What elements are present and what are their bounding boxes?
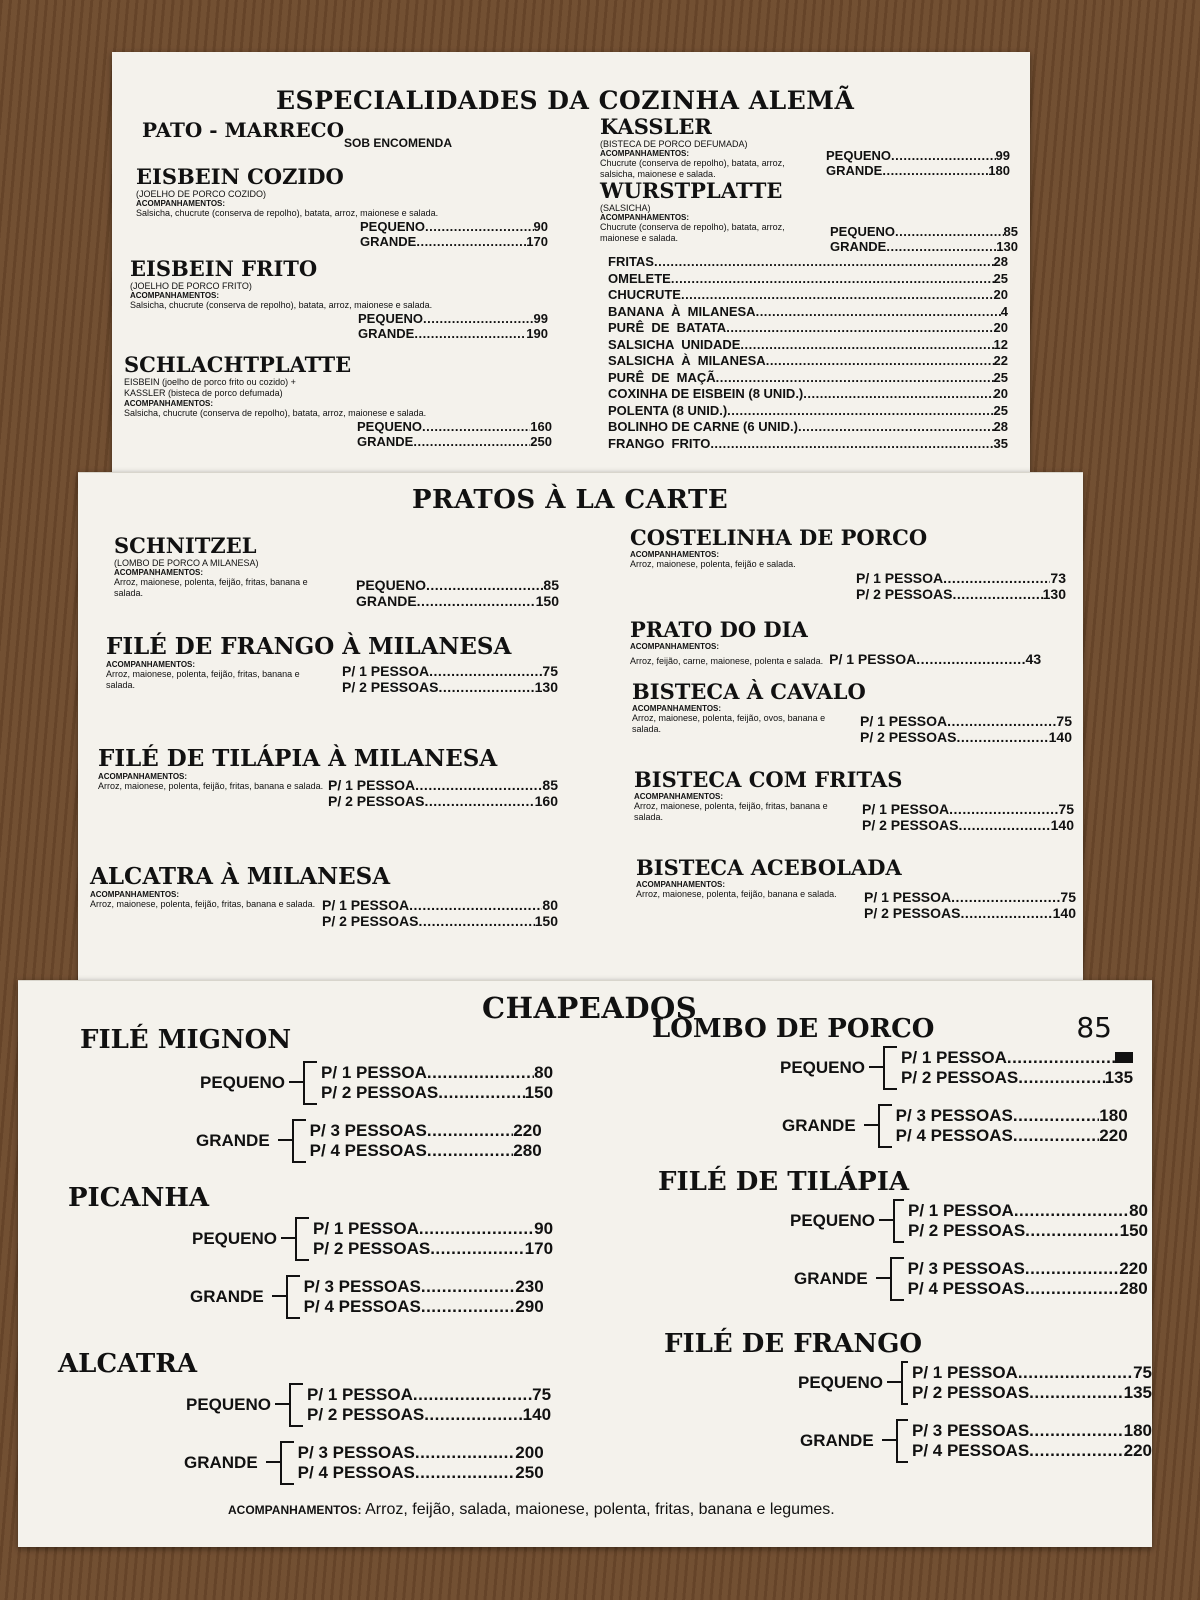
price-row: P/ 1 PESSOA ..... 85	[328, 777, 558, 793]
side-item-label: POLENTA (8 UNID.)	[608, 402, 728, 418]
price-row: P/ 1 PESSOA ..... 75	[860, 713, 1072, 729]
sides-list	[608, 254, 1008, 452]
price-row: GRANDE ..... 130	[830, 239, 1018, 254]
price-row: GRANDE ..... 190	[358, 326, 548, 341]
price-row: P/ 3 PESSOAS ..... 180	[896, 1106, 1128, 1126]
price-row: PEQUENO ..... 99	[826, 148, 1010, 163]
price-row: GRANDE ..... 150	[356, 593, 559, 609]
price-row: P/ 1 PESSOA ..... 75	[862, 801, 1074, 817]
accompaniments-label: ACOMPANHAMENTOS:	[634, 792, 724, 801]
side-item-price: 20	[993, 287, 1008, 302]
accompaniments-text: Chucrute (conserva de repolho), batata, arroz, salsicha, maionese e salada.	[600, 158, 785, 179]
side-item-label: PURÊ DE BATATA	[608, 320, 727, 335]
dish-name: FILÉ DE TILÁPIA	[658, 1167, 910, 1197]
footer-label: ACOMPANHAMENTOS:	[228, 1503, 362, 1517]
accompaniments-text: Arroz, maionese, polenta, feijão, fritas, banana e salada.	[634, 801, 828, 822]
dish-subtitle: (BISTECA DE PORCO DEFUMADA)	[600, 139, 748, 149]
crossed-out-price	[1115, 1052, 1133, 1063]
side-item-price: 35	[993, 435, 1008, 451]
accompaniments-label: ACOMPANHAMENTOS:	[600, 213, 690, 222]
price-row: P/ 1 PESSOA ..... 75	[864, 889, 1076, 905]
accompaniments-label: ACOMPANHAMENTOS:	[130, 291, 220, 300]
side-item-label: CHUCRUTE	[608, 287, 681, 302]
dish-schlachtplatte	[124, 352, 556, 449]
accompaniments-label: ACOMPANHAMENTOS:	[90, 890, 180, 899]
accompaniments-text: Arroz, maionese, polenta, feijão, banana e salada.	[636, 889, 837, 899]
price-row: P/ 4 PESSOAS ..... 280	[310, 1141, 542, 1161]
side-item-row	[608, 419, 1008, 436]
price-row: P/ 2 PESSOAS ..... 140	[862, 817, 1074, 833]
handwritten-price: 85	[1076, 1011, 1112, 1044]
price-row: P/ 1 PESSOA ..... 75	[342, 663, 558, 679]
price-row: P/ 2 PESSOAS ..... 160	[328, 793, 558, 809]
dish-name: FILÉ DE TILÁPIA À MILANESA	[98, 745, 498, 772]
size-group-large: GRANDE P/ 3 PESSOAS ..... 180 P/ 4 PESSOAS ..... 220	[782, 1104, 1142, 1148]
section-title-german: ESPECIALIDADES DA COZINHA ALEMÃ	[276, 86, 855, 115]
dish-costelinha	[630, 525, 1070, 602]
side-item-price: 25	[993, 402, 1008, 418]
dish-name: PICANHA	[68, 1183, 210, 1213]
side-item-price: 20	[993, 320, 1008, 335]
price-row: PEQUENO ..... 160	[357, 419, 552, 434]
side-item-price: 25	[993, 270, 1008, 286]
accompaniments-text: Arroz, maionese, polenta, feijão, ovos, banana e salada.	[632, 713, 826, 734]
price-row: P/ 1 PESSOA ..... 75	[307, 1385, 551, 1405]
side-item-price: 20	[993, 386, 1008, 401]
dish-line-2: KASSLER (bisteca de porco defumada)	[124, 388, 283, 398]
accompaniments-label: ACOMPANHAMENTOS:	[630, 550, 720, 559]
side-item-price: 4	[1000, 303, 1008, 319]
dish-subtitle: (LOMBO DE PORCO A MILANESA)	[114, 558, 259, 568]
price-row: P/ 2 PESSOAS ..... 135	[901, 1068, 1133, 1088]
size-group-small: PEQUENO P/ 1 PESSOA ..... 80 P/ 2 PESSOAS ..... 150	[200, 1061, 580, 1105]
price-row: P/ 3 PESSOAS ..... 180	[912, 1421, 1152, 1441]
price-row: P/ 1 PESSOA ..... 75	[912, 1363, 1152, 1383]
dish-subtitle: (SALSICHA)	[600, 203, 651, 213]
dish-name: KASSLER	[600, 114, 712, 139]
side-item-row	[608, 337, 1008, 354]
dish-file-tilapia	[658, 1167, 1148, 1301]
dish-name: ALCATRA À MILANESA	[90, 863, 391, 890]
price-row: P/ 3 PESSOAS ..... 220	[310, 1121, 542, 1141]
dish-wurstplatte	[600, 178, 1018, 254]
dish-bisteca-fritas	[634, 767, 1074, 833]
size-group-large: GRANDE P/ 3 PESSOAS ..... 220 P/ 4 PESSOAS ..... 280	[196, 1119, 580, 1163]
price-row: P/ 1 PESSOA ..... 73	[856, 570, 1066, 586]
side-item-label: COXINHA DE EISBEIN (8 UNID.)	[608, 386, 804, 401]
side-item-row	[608, 271, 1008, 288]
side-item-row	[608, 353, 1008, 370]
accompaniments-text: Chucrute (conserva de repolho), batata, arroz, maionese e salada.	[600, 222, 785, 243]
price-row: P/ 2 PESSOAS ..... 170	[313, 1239, 553, 1259]
price-row: P/ 4 PESSOAS ..... 250	[298, 1463, 544, 1483]
accompaniments-label: ACOMPANHAMENTOS:	[632, 704, 722, 713]
section-title-carte: PRATOS À LA CARTE	[412, 485, 729, 515]
size-group-large: GRANDE P/ 3 PESSOAS ..... 180 P/ 4 PESSOAS ..... 220	[800, 1419, 1152, 1463]
accompaniments-text: Arroz, maionese, polenta, feijão e salada.	[630, 559, 796, 569]
dish-subtitle: (JOELHO DE PORCO FRITO)	[130, 281, 252, 291]
size-group-small: PEQUENO P/ 1 PESSOA ..... 75 P/ 2 PESSOAS ..... 140	[186, 1383, 578, 1427]
side-item-label: BOLINHO DE CARNE (6 UNID.)	[608, 419, 798, 434]
section-title-chapeados: CHAPEADOS	[482, 991, 698, 1025]
dish-name: ALCATRA	[58, 1349, 198, 1379]
side-item-price: 22	[993, 353, 1008, 368]
menu-panel-german	[112, 52, 1030, 472]
side-item-row	[608, 304, 1008, 321]
price-row: PEQUENO ..... 85	[830, 224, 1018, 239]
price-row: P/ 4 PESSOAS ..... 280	[908, 1279, 1148, 1299]
accompaniments-label: ACOMPANHAMENTOS:	[600, 149, 690, 158]
price-row: P/ 2 PESSOAS ..... 150	[321, 1083, 553, 1103]
side-item-price: 28	[993, 254, 1008, 269]
price-row: P/ 2 PESSOAS ..... 135	[912, 1383, 1152, 1403]
price-row: P/ 2 PESSOAS ..... 140	[860, 729, 1072, 745]
dish-pato-marreco: PATO - MARRECO	[142, 118, 345, 142]
size-group-large: GRANDE P/ 3 PESSOAS ..... 220 P/ 4 PESSOAS ..... 280	[794, 1257, 1148, 1301]
accompaniments-text: Arroz, maionese, polenta, feijão, fritas, banana e salada.	[106, 669, 300, 690]
size-group-large: GRANDE P/ 3 PESSOAS ..... 230 P/ 4 PESSOAS ..... 290	[190, 1275, 578, 1319]
price-row: GRANDE ..... 250	[357, 434, 552, 449]
price-row: PEQUENO ..... 85	[356, 577, 559, 593]
dish-file-tilapia-milanesa	[98, 745, 558, 809]
side-item-row	[608, 254, 1008, 271]
side-item-label: FRITAS	[608, 254, 654, 269]
accompaniments-text: Arroz, feijão, carne, maionese, polenta e salada.	[630, 656, 824, 666]
dish-file-frango	[664, 1329, 1152, 1463]
price-row: PEQUENO ..... 99	[358, 311, 548, 326]
size-group-small: PEQUENO P/ 1 PESSOA ..... P/ 2 PESSOAS ..... 135	[780, 1046, 1142, 1090]
price-row: P/ 3 PESSOAS ..... 200	[298, 1443, 544, 1463]
dish-name: FILÉ DE FRANGO	[664, 1329, 923, 1359]
dish-alcatra	[58, 1349, 578, 1485]
side-item-label: BANANA À MILANESA	[608, 303, 756, 319]
dish-schnitzel	[114, 533, 559, 609]
price-row: PEQUENO ..... 90	[360, 219, 548, 234]
accompaniments-text: Salsicha, chucrute (conserva de repolho), batata, arroz, maionese e salada.	[124, 408, 427, 418]
accompaniments-label: ACOMPANHAMENTOS:	[98, 772, 188, 781]
side-item-price: 25	[993, 369, 1008, 385]
side-item-row	[608, 287, 1008, 304]
dish-name: FILÉ DE FRANGO À MILANESA	[106, 633, 512, 660]
dish-bisteca-acebolada	[636, 855, 1076, 921]
price-row: GRANDE ..... 180	[826, 163, 1010, 178]
dish-alcatra-milanesa	[90, 863, 560, 929]
price-row: P/ 2 PESSOAS ..... 130	[342, 679, 558, 695]
price-row: P/ 1 PESSOA .....	[901, 1048, 1133, 1068]
dish-name: BISTECA COM FRITAS	[634, 767, 903, 792]
side-item-label: OMELETE	[608, 270, 671, 286]
side-item-price: 12	[993, 336, 1008, 352]
side-item-row	[608, 370, 1008, 387]
accompaniments-text: Arroz, maionese, polenta, feijão, fritas, banana e salada.	[98, 781, 324, 791]
size-group-small: PEQUENO P/ 1 PESSOA ..... 90 P/ 2 PESSOAS ..... 170	[192, 1217, 578, 1261]
chapeados-footer	[228, 1501, 835, 1519]
price-row: P/ 1 PESSOA ..... 90	[313, 1219, 553, 1239]
dish-name: EISBEIN FRITO	[130, 256, 318, 281]
dish-name: FILÉ MIGNON	[80, 1025, 292, 1055]
dish-name: WURSTPLATTE	[600, 178, 783, 203]
dish-name: EISBEIN COZIDO	[136, 164, 344, 189]
menu-panel-chapeados	[18, 980, 1152, 1547]
price-row: P/ 3 PESSOAS ..... 230	[304, 1277, 544, 1297]
dish-name: COSTELINHA DE PORCO	[630, 525, 928, 550]
dish-name: BISTECA À CAVALO	[632, 679, 866, 704]
side-item-price: 28	[993, 419, 1008, 434]
size-group-small: PEQUENO P/ 1 PESSOA ..... 80 P/ 2 PESSOAS ..... 150	[790, 1199, 1148, 1243]
price-row: P/ 2 PESSOAS ..... 150	[908, 1221, 1148, 1241]
dish-eisbein-cozido	[136, 164, 556, 249]
price-row: P/ 4 PESSOAS ..... 220	[896, 1126, 1128, 1146]
dish-picanha	[68, 1183, 578, 1319]
accompaniments-label: ACOMPANHAMENTOS:	[124, 399, 214, 408]
dish-file-frango-milanesa	[106, 633, 558, 695]
side-item-row	[608, 386, 1008, 403]
menu-panel-carte	[78, 472, 1083, 981]
dish-name: SCHLACHTPLATTE	[124, 352, 352, 377]
price-row: P/ 3 PESSOAS ..... 220	[908, 1259, 1148, 1279]
side-item-label: FRANGO FRITO	[608, 435, 711, 451]
size-group-large: GRANDE P/ 3 PESSOAS ..... 200 P/ 4 PESSOAS ..... 250	[184, 1441, 578, 1485]
accompaniments-label: ACOMPANHAMENTOS:	[136, 199, 226, 208]
size-group-small: PEQUENO P/ 1 PESSOA ..... 75 P/ 2 PESSOAS ..... 135	[798, 1361, 1152, 1405]
side-item-label: SALSICHA À MILANESA	[608, 353, 766, 368]
side-item-label: PURÊ DE MAÇÃ	[608, 369, 716, 385]
price-row: P/ 4 PESSOAS ..... 220	[912, 1441, 1152, 1461]
price-row: P/ 2 PESSOAS ..... 140	[307, 1405, 551, 1425]
price-row: GRANDE ..... 170	[360, 234, 548, 249]
dish-file-mignon	[80, 1025, 580, 1163]
dish-name: PRATO DO DIA	[630, 617, 808, 642]
price-row: P/ 1 PESSOA ..... 43	[829, 651, 1041, 667]
price-row: P/ 2 PESSOAS ..... 150	[322, 913, 558, 929]
price-row: P/ 1 PESSOA ..... 80	[322, 897, 558, 913]
footer-text: Arroz, feijão, salada, maionese, polenta, fritas, banana e legumes.	[365, 1501, 835, 1518]
price-row: P/ 4 PESSOAS ..... 290	[304, 1297, 544, 1317]
dish-name: BISTECA ACEBOLADA	[636, 855, 902, 880]
side-item-row	[608, 320, 1008, 337]
accompaniments-text: Arroz, maionese, polenta, feijão, fritas, banana e salada.	[114, 577, 308, 598]
price-row: P/ 2 PESSOAS ..... 130	[856, 586, 1066, 602]
dish-prato-do-dia	[630, 617, 1070, 667]
side-item-label: SALSICHA UNIDADE	[608, 336, 741, 352]
price-row: P/ 1 PESSOA ..... 80	[908, 1201, 1148, 1221]
accompaniments-label: ACOMPANHAMENTOS:	[114, 568, 204, 577]
dish-bisteca-cavalo	[632, 679, 1072, 745]
accompaniments-text: Salsicha, chucrute (conserva de repolho), batata, arroz, maionese e salada.	[136, 208, 439, 218]
accompaniments-text: Arroz, maionese, polenta, feijão, fritas, banana e salada.	[90, 899, 316, 909]
dish-note-sob-encomenda: SOB ENCOMENDA	[344, 136, 453, 150]
side-item-row	[608, 403, 1008, 420]
side-item-row	[608, 436, 1008, 453]
dish-name: LOMBO DE PORCO	[652, 1014, 935, 1044]
price-row: P/ 2 PESSOAS ..... 140	[864, 905, 1076, 921]
dish-name: SCHNITZEL	[114, 533, 257, 558]
dish-lombo-porco	[652, 1011, 1142, 1148]
dish-kassler	[600, 114, 1010, 180]
price-row: P/ 1 PESSOA ..... 80	[321, 1063, 553, 1083]
accompaniments-label: ACOMPANHAMENTOS:	[630, 642, 720, 651]
dish-line-1: EISBEIN (joelho de porco frito ou cozido) +	[124, 377, 296, 387]
accompaniments-label: ACOMPANHAMENTOS:	[106, 660, 196, 669]
dish-eisbein-frito	[130, 256, 555, 341]
dish-subtitle: (JOELHO DE PORCO COZIDO)	[136, 189, 267, 199]
accompaniments-text: Salsicha, chucrute (conserva de repolho), batata, arroz, maionese e salada.	[130, 300, 433, 310]
accompaniments-label: ACOMPANHAMENTOS:	[636, 880, 726, 889]
